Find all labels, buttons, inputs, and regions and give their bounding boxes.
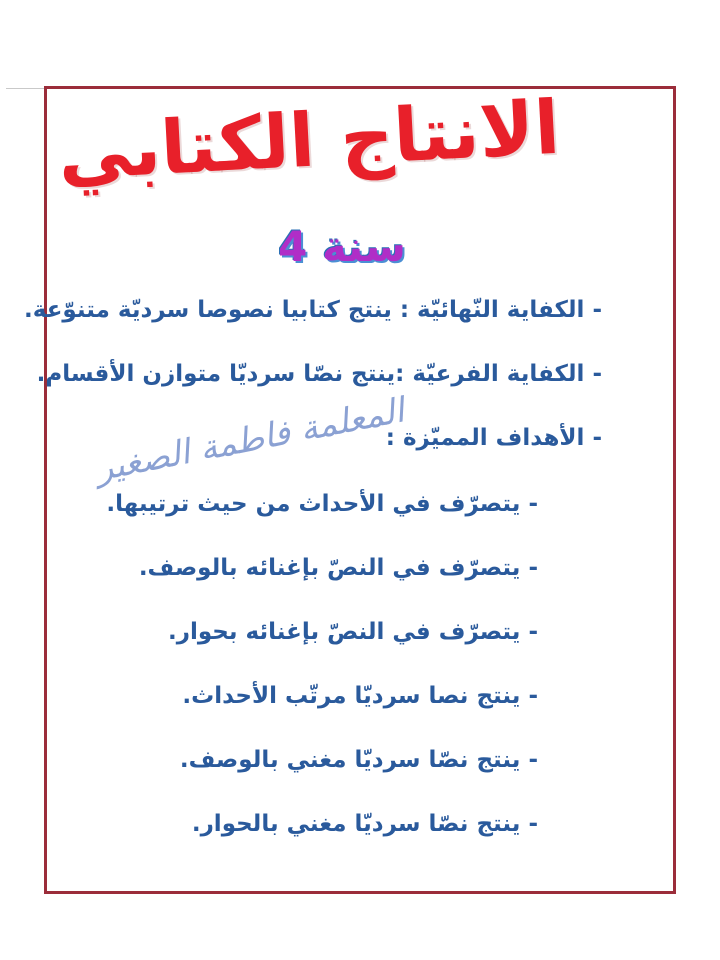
objective-item: - ينتج نصّا سرديّا مغني بالحوار.: [191, 811, 538, 837]
sub-competency-line: - الكفاية الفرعيّة :ينتج نصّا سرديّا متوازن الأقسام.: [36, 361, 602, 387]
teacher-signature: المعلمة فاطمة الصغير: [92, 390, 408, 490]
objective-item: - يتصرّف في النصّ بإغنائه بالوصف.: [138, 555, 538, 581]
grade-label: سنة 4: [278, 222, 406, 271]
objective-item: - ينتج نصا سرديّا مرتّب الأحداث.: [182, 683, 538, 709]
objective-item: - ينتج نصّا سرديّا مغني بالوصف.: [179, 747, 538, 773]
objective-item: - يتصرّف في النصّ بإغنائه بحوار.: [168, 619, 538, 645]
final-competency-line: - الكفاية النّهائيّة : ينتج كتابيا نصوصا سرديّة متنوّعة.: [24, 297, 602, 323]
page-title: الانتاج الكتابي: [55, 84, 562, 197]
objectives-heading: - الأهداف المميّزة :: [385, 425, 602, 451]
objective-item: - يتصرّف في الأحداث من حيث ترتيبها.: [106, 491, 538, 517]
